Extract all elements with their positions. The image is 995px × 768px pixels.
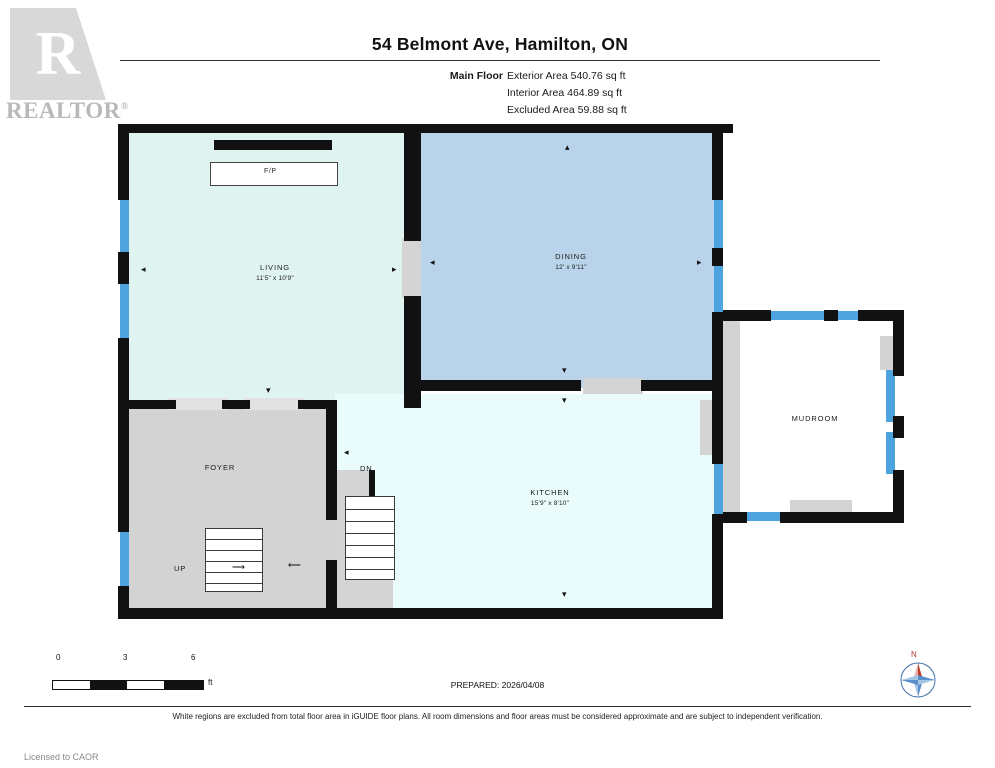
scale-tick-6: 6 [191, 653, 196, 662]
room-label-kitchen: KITCHEN 15'9" x 8'10" [475, 487, 625, 509]
stairs-up-label: UP [174, 564, 187, 573]
wall-mudroom-north-a [723, 310, 771, 321]
view-arrow-living-south: ▾ [266, 385, 271, 395]
room-label-dining: DINING 12' x 9'11" [496, 251, 646, 273]
window-kitchen-east [714, 460, 723, 520]
wall-living-foyer-a [128, 400, 176, 409]
room-label-mudroom: MUDROOM [791, 414, 839, 423]
fireplace-label: F/P [264, 168, 277, 175]
view-arrow-dining-south: ▾ [562, 365, 567, 375]
stairs-down [345, 496, 395, 580]
view-arrow-dining-west: ◂ [430, 257, 435, 267]
excluded-strip-foyer-top [168, 398, 228, 410]
window-dining-east-2 [714, 262, 723, 317]
stairs-up [205, 528, 263, 592]
room-dim-living: 11'5" x 10'9" [256, 275, 294, 282]
view-arrow-living-north: ▴ [266, 140, 271, 150]
excluded-strip-foyer-top-2 [244, 398, 304, 410]
compass-icon [893, 650, 943, 706]
window-mudroom-east-2 [886, 432, 895, 474]
room-label-living: LIVING 11'5" x 10'9" [200, 262, 350, 284]
stairs-down-label: DN [360, 464, 373, 473]
wall-living-dining-lower [404, 296, 421, 408]
wall-living-foyer-b [222, 400, 250, 409]
fireplace-hearth-wall [214, 140, 332, 150]
wall-living-dining-upper [404, 133, 421, 241]
wall-mudroom-east-b [893, 416, 904, 438]
wall-dining-kitchen-a [421, 380, 581, 391]
room-dim-dining: 12' x 9'11" [555, 264, 587, 271]
wall-mudroom-east-a [893, 310, 904, 376]
room-label-foyer: FOYER [204, 463, 236, 472]
scale-tick-0: 0 [56, 653, 61, 662]
window-living-west-2 [120, 280, 129, 342]
window-mudroom-north-1 [768, 311, 828, 320]
floor-label: Main Floor [449, 70, 503, 82]
view-arrow-kitchen-north: ▾ [562, 395, 567, 405]
view-arrow-dining-north: ▴ [565, 142, 570, 152]
wall-mudroom-south-b [780, 512, 904, 523]
excluded-strip-dining-kitchen [583, 378, 643, 394]
exterior-area: Exterior Area 540.76 sq ft [507, 70, 626, 82]
interior-area: Interior Area 464.89 sq ft [507, 87, 622, 99]
wall-west-mid-1 [118, 252, 129, 284]
scale-tick-3: 3 [123, 653, 128, 662]
view-arrow-foyer-east: ◂ [344, 447, 349, 457]
view-arrow-dining-east: ▸ [697, 257, 702, 267]
window-mudroom-south [742, 512, 784, 521]
window-foyer-west [120, 528, 129, 590]
page-title: 54 Belmont Ave, Hamilton, ON [371, 34, 629, 54]
compass-rose-icon [893, 660, 943, 706]
excluded-area: Excluded Area 59.88 sq ft [507, 104, 627, 116]
view-arrow-living-west: ◂ [141, 264, 146, 274]
wall-mudroom-north-b [824, 310, 838, 321]
wall-west-top [118, 124, 129, 200]
registered-mark: ® [120, 101, 129, 113]
wall-mudroom-south-a [723, 512, 747, 523]
excluded-strip-living-dining [402, 238, 421, 298]
wall-foyer-kitchen-lower [326, 560, 337, 618]
scale-unit: ft [208, 678, 213, 687]
license-text: Licensed to CAOR [24, 752, 99, 762]
realtor-badge-letter: R [35, 19, 81, 88]
footer-divider [24, 706, 971, 707]
wall-foyer-kitchen-upper [326, 400, 337, 520]
disclaimer-text: White regions are excluded from total floor area in iGUIDE floor plans. All room dimensions and floor areas must be considered approximate and are subject to independent verification. [172, 712, 823, 721]
wall-east-top [712, 124, 723, 200]
window-living-west-1 [120, 196, 129, 256]
room-dim-kitchen: 15'9" x 8'10" [530, 500, 570, 507]
view-arrow-kitchen-south: ▾ [562, 589, 567, 599]
stairs-up-arrow-icon: ⟶ [232, 562, 245, 572]
wall-east-bottom [712, 514, 723, 619]
window-dining-east-1 [714, 196, 723, 254]
wall-east-mid-1 [712, 248, 723, 266]
realtor-wordmark: REALTOR® [6, 98, 129, 123]
view-arrow-living-east: ▸ [392, 264, 397, 274]
wall-west-mid-2 [118, 338, 129, 532]
wall-south-main [118, 608, 720, 619]
wall-north-main [118, 124, 733, 133]
stairs-down-arrow-icon: ⟵ [288, 560, 301, 570]
wall-dining-kitchen-b [641, 380, 722, 391]
prepared-date: PREPARED: 2026/04/08 [450, 680, 545, 690]
compass-north-label: N [911, 650, 917, 659]
